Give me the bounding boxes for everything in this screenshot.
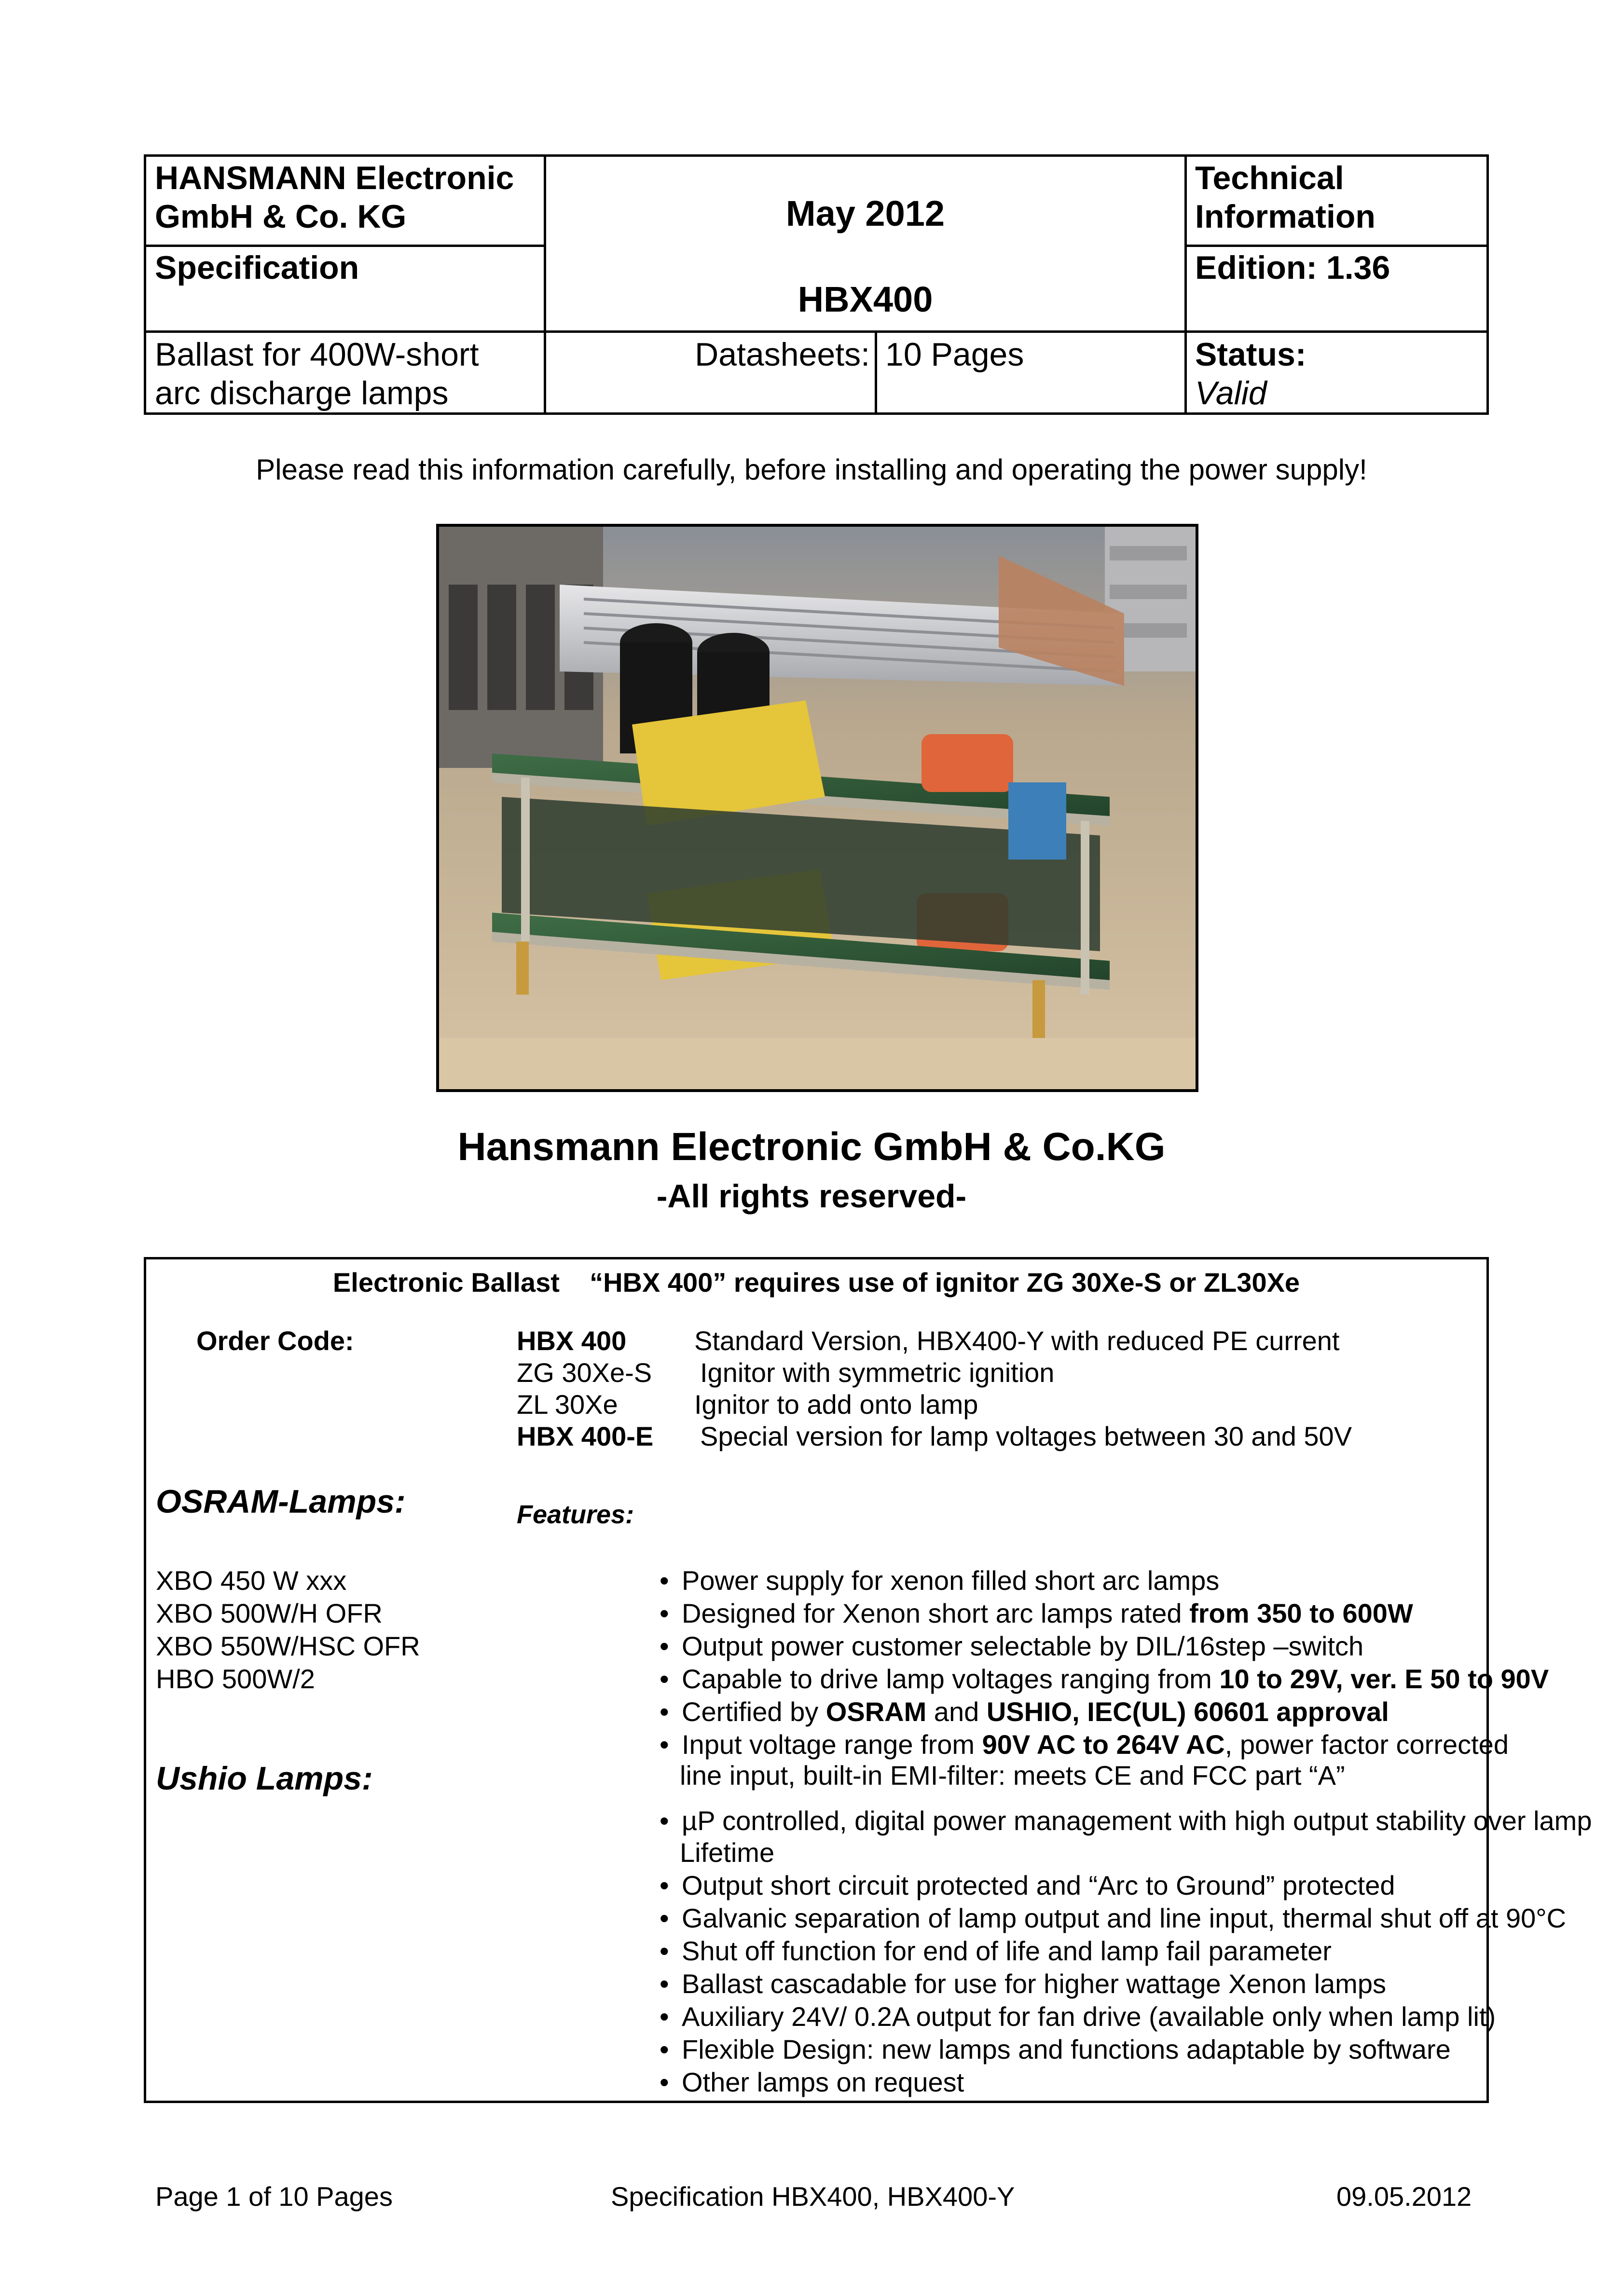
header-table: [144, 154, 1489, 415]
footer-page-number: Page 1 of 10 Pages: [155, 2181, 393, 2212]
footer-spec: Specification HBX400, HBX400-Y: [611, 2181, 1015, 2212]
feature-item: • Galvanic separation of lamp output and line input, thermal shut off at 90°C: [660, 1903, 1567, 1933]
footer-date: 09.05.2012: [1336, 2181, 1472, 2212]
product-description: Ballast for 400W-short arc discharge lamps: [155, 336, 479, 411]
product-name: HBX400: [798, 279, 933, 319]
read-notice: Please read this information carefully, before installing and operating the power supply!: [256, 453, 1367, 486]
order-code-description: Ignitor to add onto lamp: [694, 1389, 978, 1420]
feature-item: • Certified by OSRAM and USHIO, IEC(UL) 60601 approval: [660, 1696, 1389, 1727]
product-info-box: [144, 1257, 1592, 2103]
feature-item: • Designed for Xenon short arc lamps rated from 350 to 600W: [660, 1598, 1413, 1628]
feature-item: • Capable to drive lamp voltages ranging from 10 to 29V, ver. E 50 to 90V: [660, 1664, 1549, 1694]
table-divider: [1187, 245, 1489, 247]
feature-item: • Auxiliary 24V/ 0.2A output for fan drive (available only when lamp lit): [660, 2001, 1496, 2032]
order-code: ZL 30Xe: [517, 1389, 618, 1420]
document-date: May 2012: [785, 193, 945, 233]
rights-reserved: -All rights reserved-: [656, 1178, 967, 1215]
feature-item: • Flexible Design: new lamps and functions adaptable by software: [660, 2034, 1451, 2064]
company-name-heading: Hansmann Electronic GmbH & Co.KG: [457, 1125, 1166, 1169]
order-code-label: Order Code:: [196, 1326, 354, 1356]
ushio-lamps-heading: Ushio Lamps:: [156, 1760, 373, 1797]
order-code: HBX 400: [517, 1326, 627, 1356]
table-divider: [146, 330, 1486, 333]
datasheets-label: Datasheets:: [695, 336, 870, 373]
feature-item: • Other lamps on request: [660, 2067, 964, 2097]
table-divider: [875, 330, 877, 415]
feature-item: • Ballast cascadable for use for higher wattage Xenon lamps: [660, 1968, 1386, 1999]
order-code: ZG 30Xe-S: [517, 1357, 652, 1388]
box-title: Electronic Ballast “HBX 400” requires use of ignitor ZG 30Xe-S or ZL30Xe: [332, 1267, 1300, 1298]
feature-item: • Shut off function for end of life and lamp fail parameter: [660, 1936, 1332, 1966]
table-divider: [146, 245, 544, 247]
company-name-cell: HANSMANN Electronic GmbH & Co. KG: [155, 160, 514, 235]
edition-label: Edition: 1.36: [1195, 249, 1390, 286]
order-code-description: Special version for lamp voltages between 30 and 50V: [700, 1421, 1352, 1451]
order-code: HBX 400-E: [517, 1421, 654, 1451]
lamp-model: HBO 500W/2: [156, 1664, 315, 1694]
feature-item: • µP controlled, digital power management with high output stability over lamp: [660, 1805, 1592, 1836]
feature-item: • Output short circuit protected and “Arc to Ground” protected: [660, 1870, 1395, 1900]
feature-item: • Input voltage range from 90V AC to 264V AC, power factor corrected: [660, 1729, 1509, 1760]
status-cell: Status: Valid: [1195, 336, 1307, 411]
spec-label: Specification: [155, 249, 359, 286]
ballast-photo-illustration: [439, 527, 1196, 1089]
osram-lamps-heading: OSRAM-Lamps:: [156, 1483, 406, 1520]
feature-item-continued: Lifetime: [680, 1837, 775, 1868]
product-photo: [436, 524, 1198, 1092]
lamp-model: XBO 450 W xxx: [156, 1565, 347, 1596]
feature-item: • Power supply for xenon filled short arc lamps: [660, 1565, 1220, 1596]
doc-type-cell: Technical Information: [1195, 160, 1375, 235]
feature-item-continued: line input, built-in EMI-filter: meets CE and FCC part “A”: [680, 1760, 1345, 1790]
order-code-description: Ignitor with symmetric ignition: [700, 1357, 1055, 1388]
order-code-description: Standard Version, HBX400-Y with reduced PE current: [694, 1326, 1340, 1356]
lamp-model: XBO 550W/HSC OFR: [156, 1631, 420, 1661]
feature-item: • Output power customer selectable by DIL/16step –switch: [660, 1631, 1364, 1661]
datasheets-value: 10 Pages: [885, 336, 1024, 373]
features-heading: Features:: [517, 1500, 634, 1529]
lamp-model: XBO 500W/H OFR: [156, 1598, 383, 1628]
table-divider: [1184, 157, 1187, 412]
